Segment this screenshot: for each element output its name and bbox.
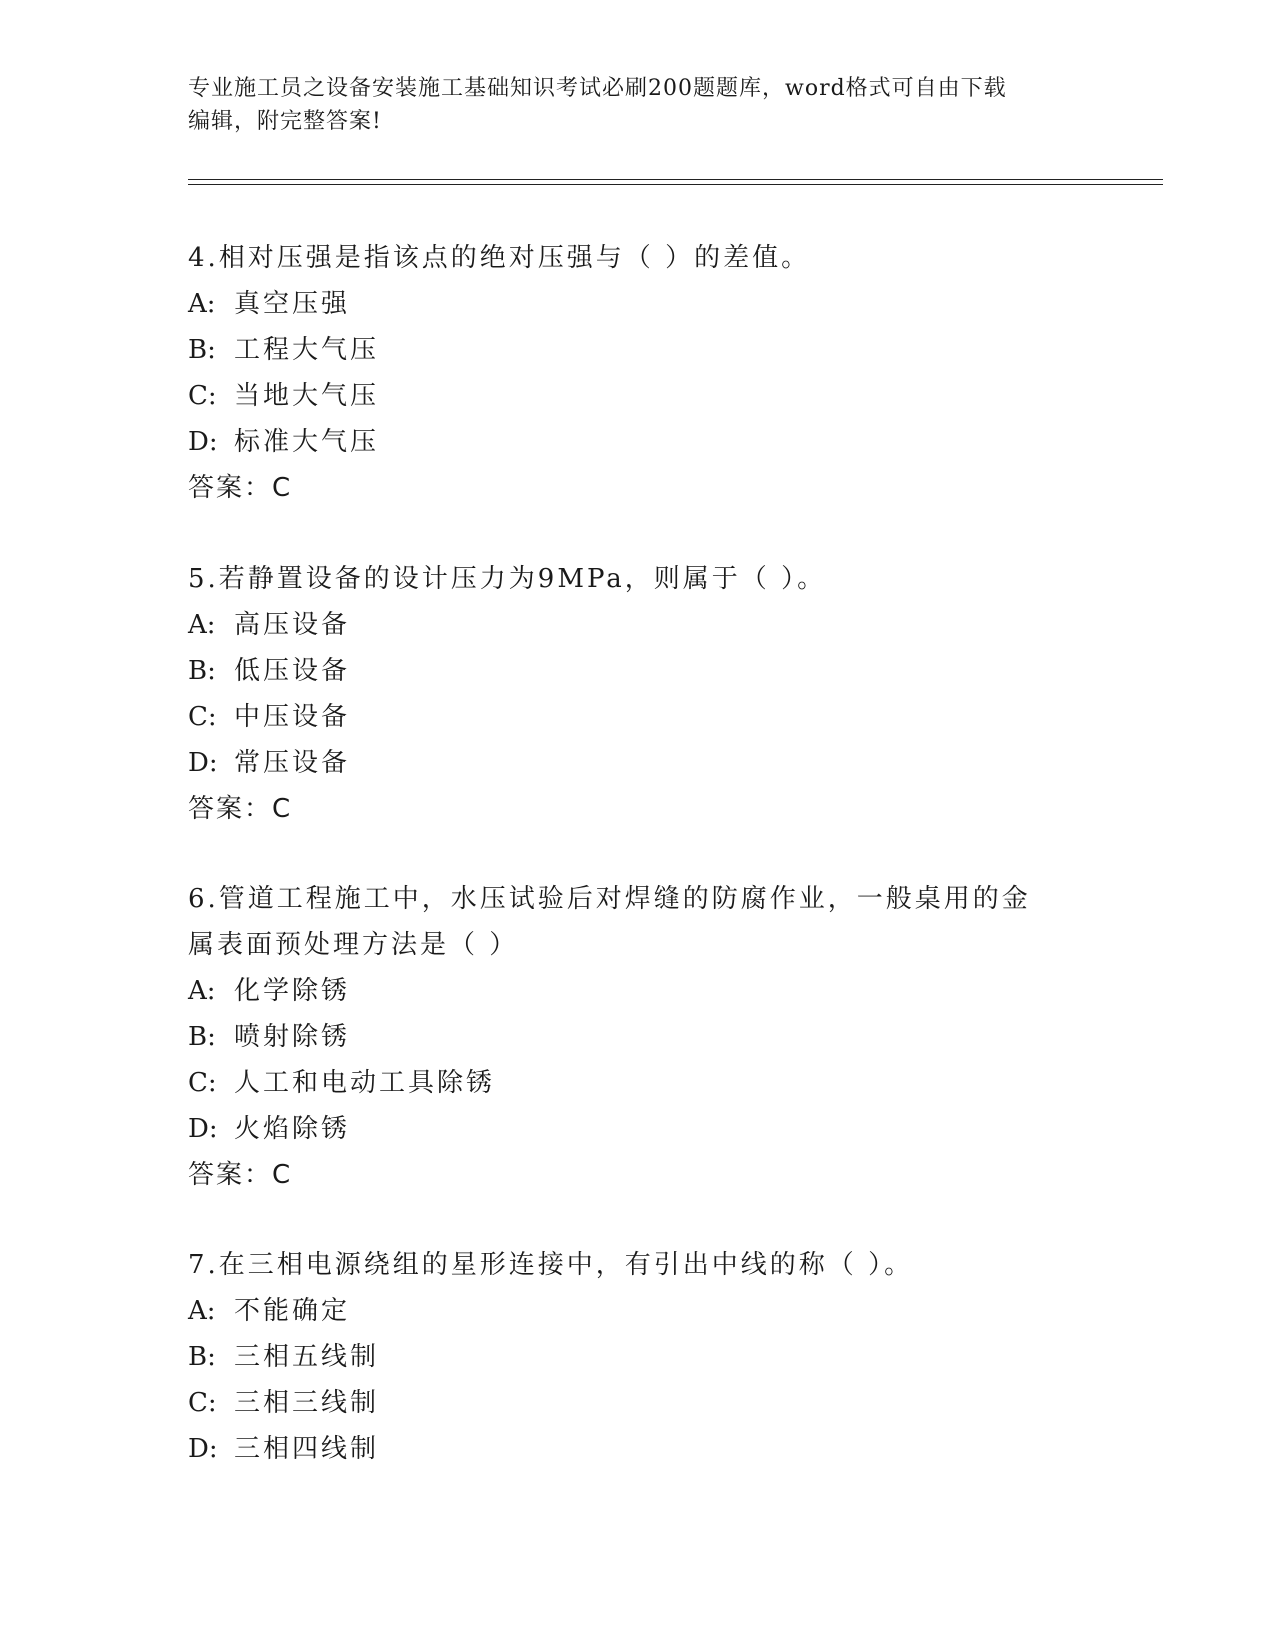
option-a	[188, 1288, 1088, 1334]
option-letter: B:	[188, 1342, 216, 1372]
option-b	[188, 1334, 1088, 1380]
option-text: 三相四线制	[234, 1434, 380, 1464]
option-a	[188, 968, 1088, 1014]
option-letter: D:	[188, 1434, 218, 1464]
question-6	[188, 876, 1088, 1198]
header-title-line-1: 专业施工员之设备安装施工基础知识考试必刷200题题库，word格式可自由下载	[188, 76, 1007, 101]
option-c	[188, 373, 1088, 419]
question-stem: 5.若静置设备的设计压力为9MPa，则属于（ ）。	[188, 564, 827, 594]
option-b	[188, 1014, 1088, 1060]
question-4	[188, 235, 1088, 511]
option-text: 三相三线制	[234, 1388, 380, 1418]
option-b	[188, 648, 1088, 694]
option-text: 火焰除锈	[234, 1114, 351, 1144]
option-letter: D:	[188, 427, 218, 457]
option-text: 喷射除锈	[234, 1022, 351, 1052]
answer: 答案：C	[188, 473, 293, 503]
header-divider-top	[188, 179, 1163, 180]
option-text: 低压设备	[234, 656, 351, 686]
option-text: 高压设备	[234, 610, 351, 640]
question-stem: 4.相对压强是指该点的绝对压强与（ ）的差值。	[188, 243, 811, 273]
option-text: 三相五线制	[234, 1342, 380, 1372]
document-header	[188, 72, 1088, 138]
question-stem: 7.在三相电源绕组的星形连接中，有引出中线的称（ ）。	[188, 1250, 914, 1280]
option-b	[188, 327, 1088, 373]
question-stem: 6.管道工程施工中，水压试验后对焊缝的防腐作业，一般桌用的金属表面预处理方法是（ ）	[188, 884, 1031, 960]
option-d	[188, 1106, 1088, 1152]
option-c	[188, 694, 1088, 740]
option-letter: D:	[188, 748, 218, 778]
option-letter: A:	[188, 976, 216, 1006]
option-text: 人工和电动工具除锈	[234, 1068, 496, 1098]
option-letter: B:	[188, 656, 216, 686]
option-letter: C:	[188, 702, 217, 732]
option-letter: D:	[188, 1114, 218, 1144]
option-c	[188, 1060, 1088, 1106]
header-divider-bottom	[188, 184, 1163, 185]
option-letter: B:	[188, 335, 216, 365]
answer: 答案：C	[188, 1160, 293, 1190]
option-letter: C:	[188, 1388, 217, 1418]
option-a	[188, 281, 1088, 327]
option-c	[188, 1380, 1088, 1426]
question-7	[188, 1242, 1088, 1472]
option-text: 工程大气压	[234, 335, 380, 365]
option-text: 不能确定	[234, 1296, 351, 1326]
option-d	[188, 1426, 1088, 1472]
option-d	[188, 740, 1088, 786]
option-letter: A:	[188, 1296, 216, 1326]
option-letter: A:	[188, 289, 216, 319]
header-title-line-2: 编辑，附完整答案!	[188, 109, 382, 134]
option-a	[188, 602, 1088, 648]
question-5	[188, 556, 1088, 832]
option-text: 常压设备	[234, 748, 351, 778]
option-text: 化学除锈	[234, 976, 351, 1006]
option-text: 中压设备	[234, 702, 351, 732]
option-text: 标准大气压	[234, 427, 380, 457]
option-letter: C:	[188, 381, 217, 411]
answer: 答案：C	[188, 794, 293, 824]
option-letter: A:	[188, 610, 216, 640]
option-letter: B:	[188, 1022, 216, 1052]
option-letter: C:	[188, 1068, 217, 1098]
option-d	[188, 419, 1088, 465]
option-text: 当地大气压	[234, 381, 380, 411]
option-text: 真空压强	[234, 289, 351, 319]
